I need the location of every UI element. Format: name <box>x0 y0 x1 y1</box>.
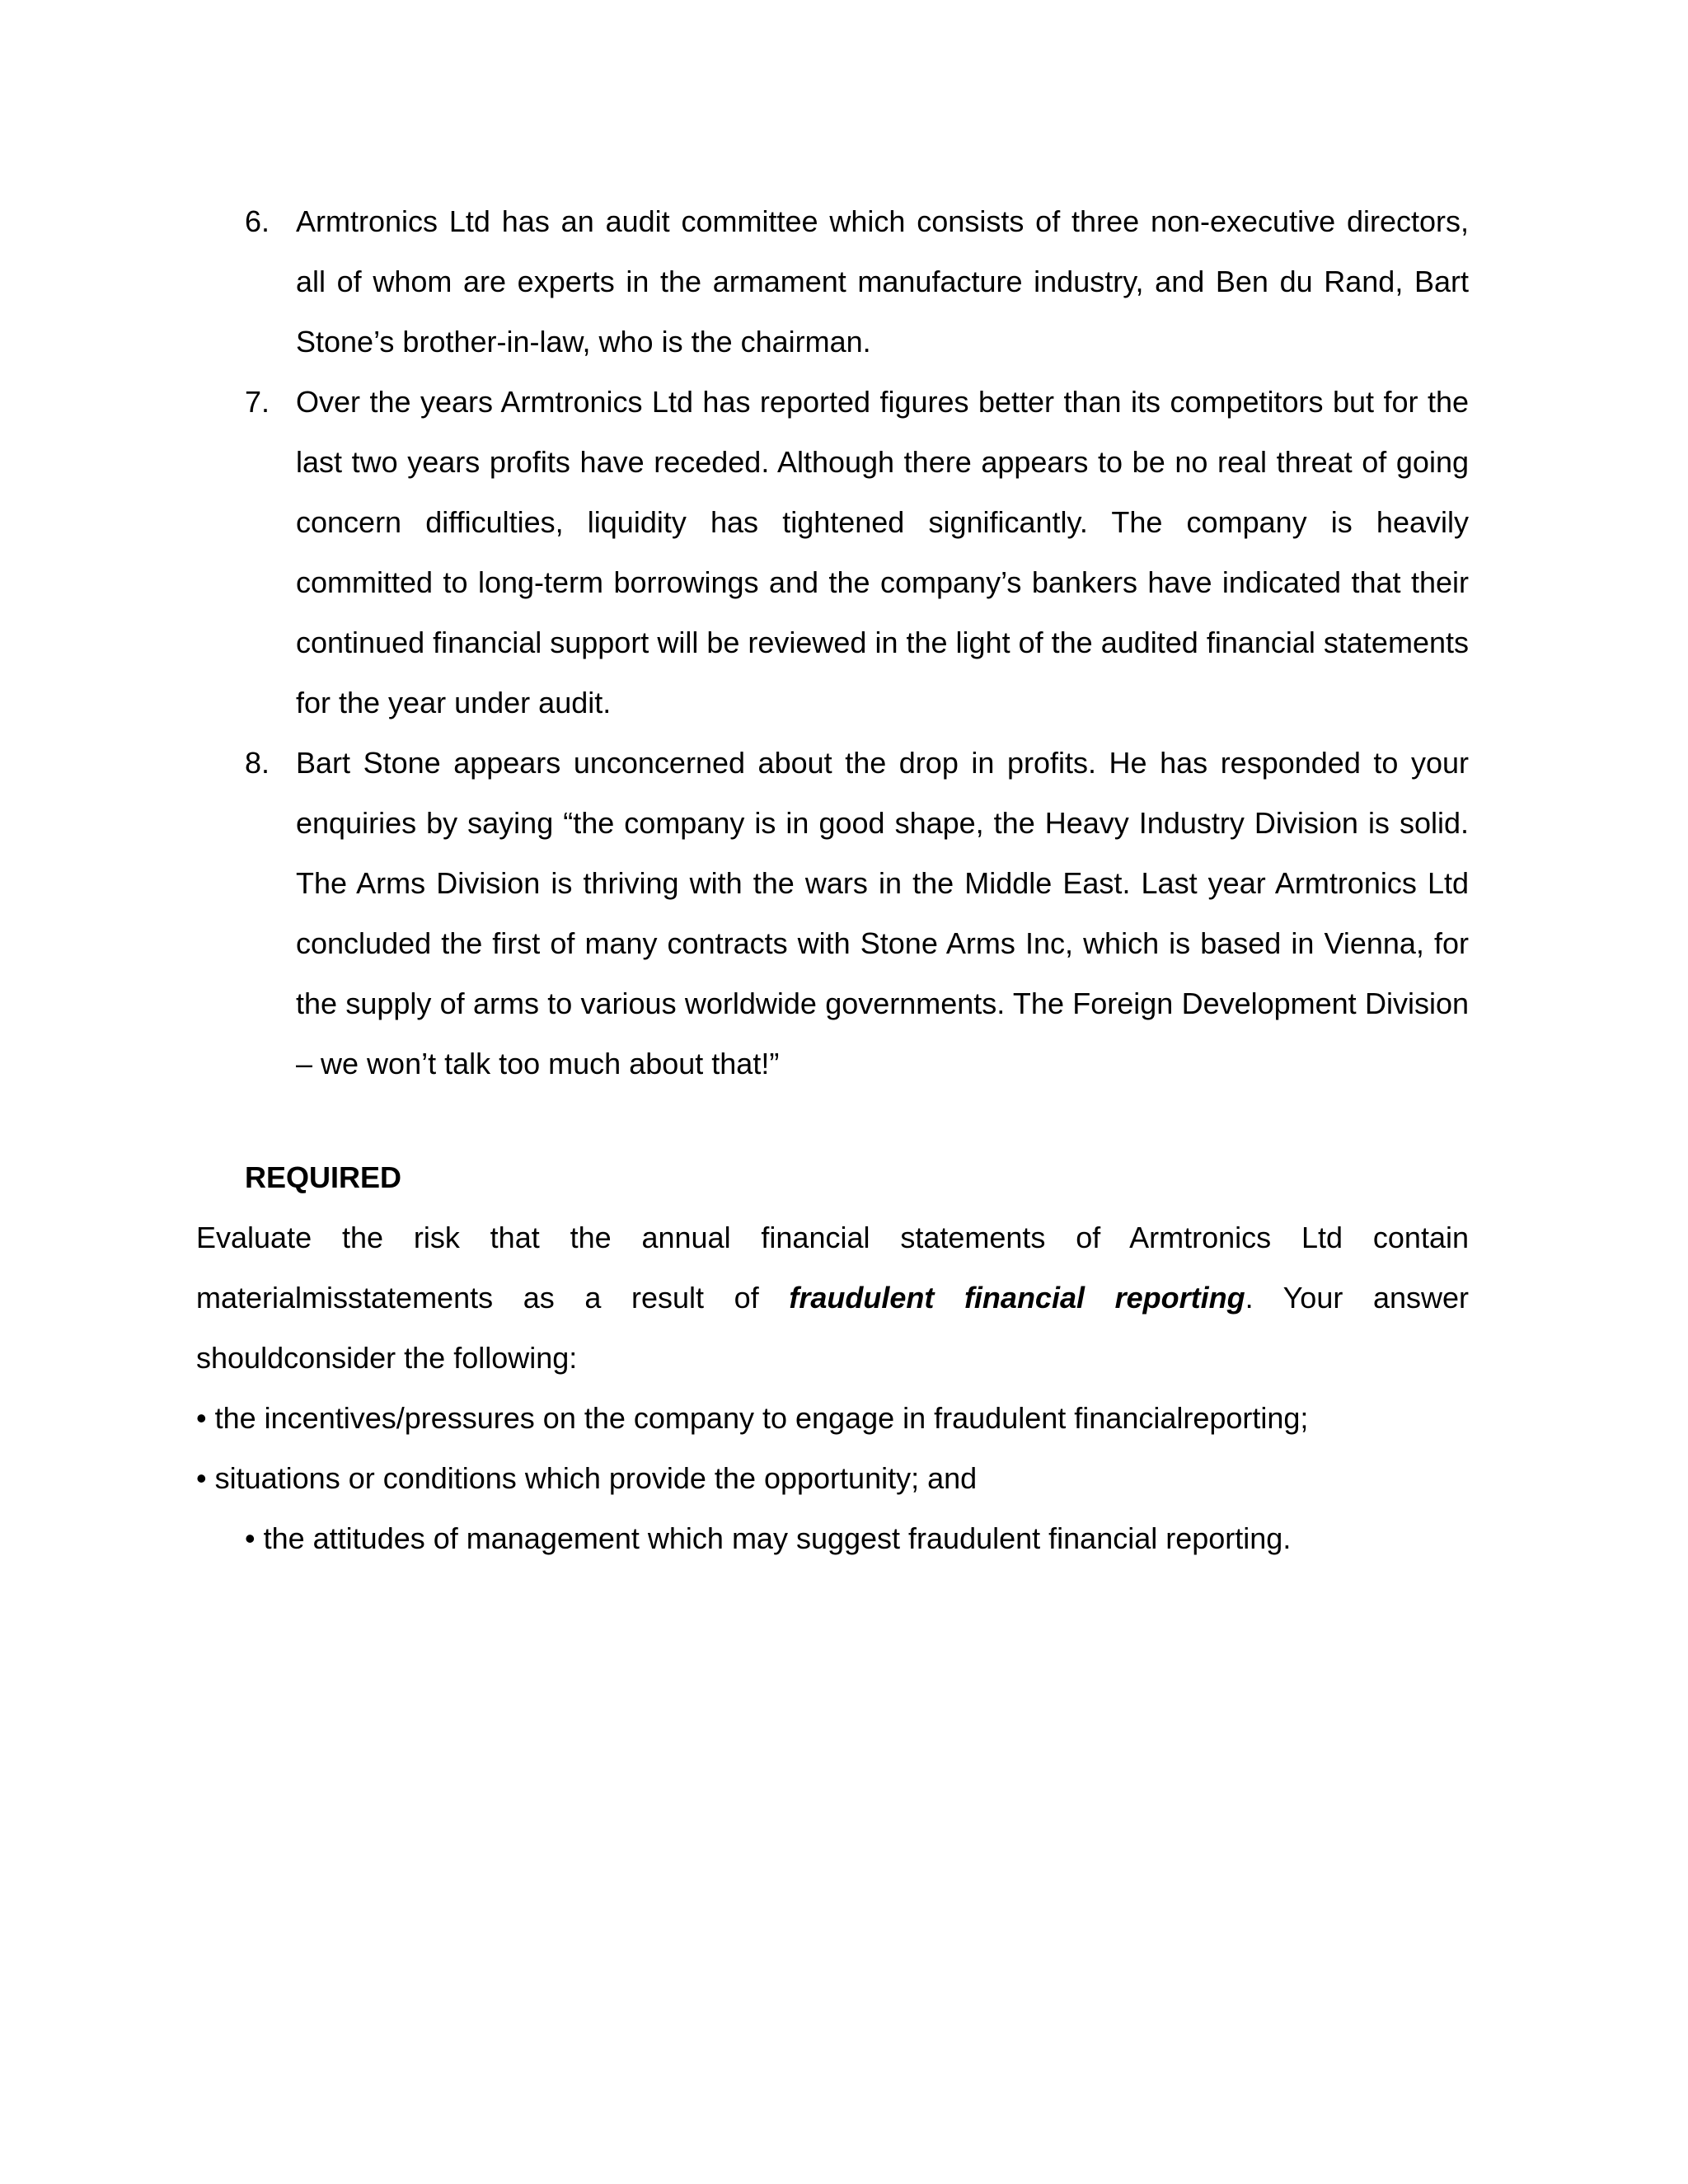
item-text: Bart Stone appears unconcerned about the drop in profits. He has responded to your enquiries by saying “the company is in good shape, the Heavy Industry Division is solid. The Arms Division is thriving with the wars in the Middle East. Last year Armtronics Ltd concluded the first of many contracts with Stone Arms Inc, which is based in Vienna, for the supply of arms to various worldwide governments. The Foreign Development Division – we won’t talk too much about that!” <box>296 746 1469 1080</box>
instruction-emphasis: fraudulent financial reporting <box>789 1281 1245 1315</box>
bullet-incentives: • the incentives/pressures on the company to engage in fraudulent financialreporting; <box>196 1401 1309 1435</box>
instruction-text-end: . Your answer shouldconsider the following: <box>196 1281 1469 1375</box>
required-instruction <box>196 1207 1469 1388</box>
bullet-opportunity: • situations or conditions which provide the opportunity; and <box>196 1461 978 1495</box>
item-number: 7. <box>245 385 270 419</box>
bullet-attitudes: • the attitudes of management which may suggest fraudulent financial reporting. <box>245 1521 1292 1555</box>
list-item <box>245 372 1469 733</box>
list-item <box>245 733 1469 1094</box>
numbered-list <box>245 191 1469 1094</box>
item-number: 6. <box>245 204 270 238</box>
instruction-text: Evaluate the risk that the annual financial statements of Armtronics Ltd contain materialmisstatements as a result of <box>196 1221 1469 1315</box>
item-text: Armtronics Ltd has an audit committee which consists of three non-executive directors, all of whom are experts in the armament manufacture industry, and Ben du Rand, Bart Stone’s brother-in-law, who is the chairman. <box>296 204 1469 359</box>
item-text: Over the years Armtronics Ltd has reported figures better than its competitors but for the last two years profits have receded. Although there appears to be no real threat of going concern difficulties, liquidity has tightened significantly. The company is heavily committed to long-term borrowings and the company’s bankers have indicated that their continued financial support will be reviewed in the light of the audited financial statements for the year under audit. <box>296 385 1469 719</box>
required-heading: REQUIRED <box>245 1160 402 1194</box>
list-item <box>245 191 1469 372</box>
item-number: 8. <box>245 746 270 780</box>
